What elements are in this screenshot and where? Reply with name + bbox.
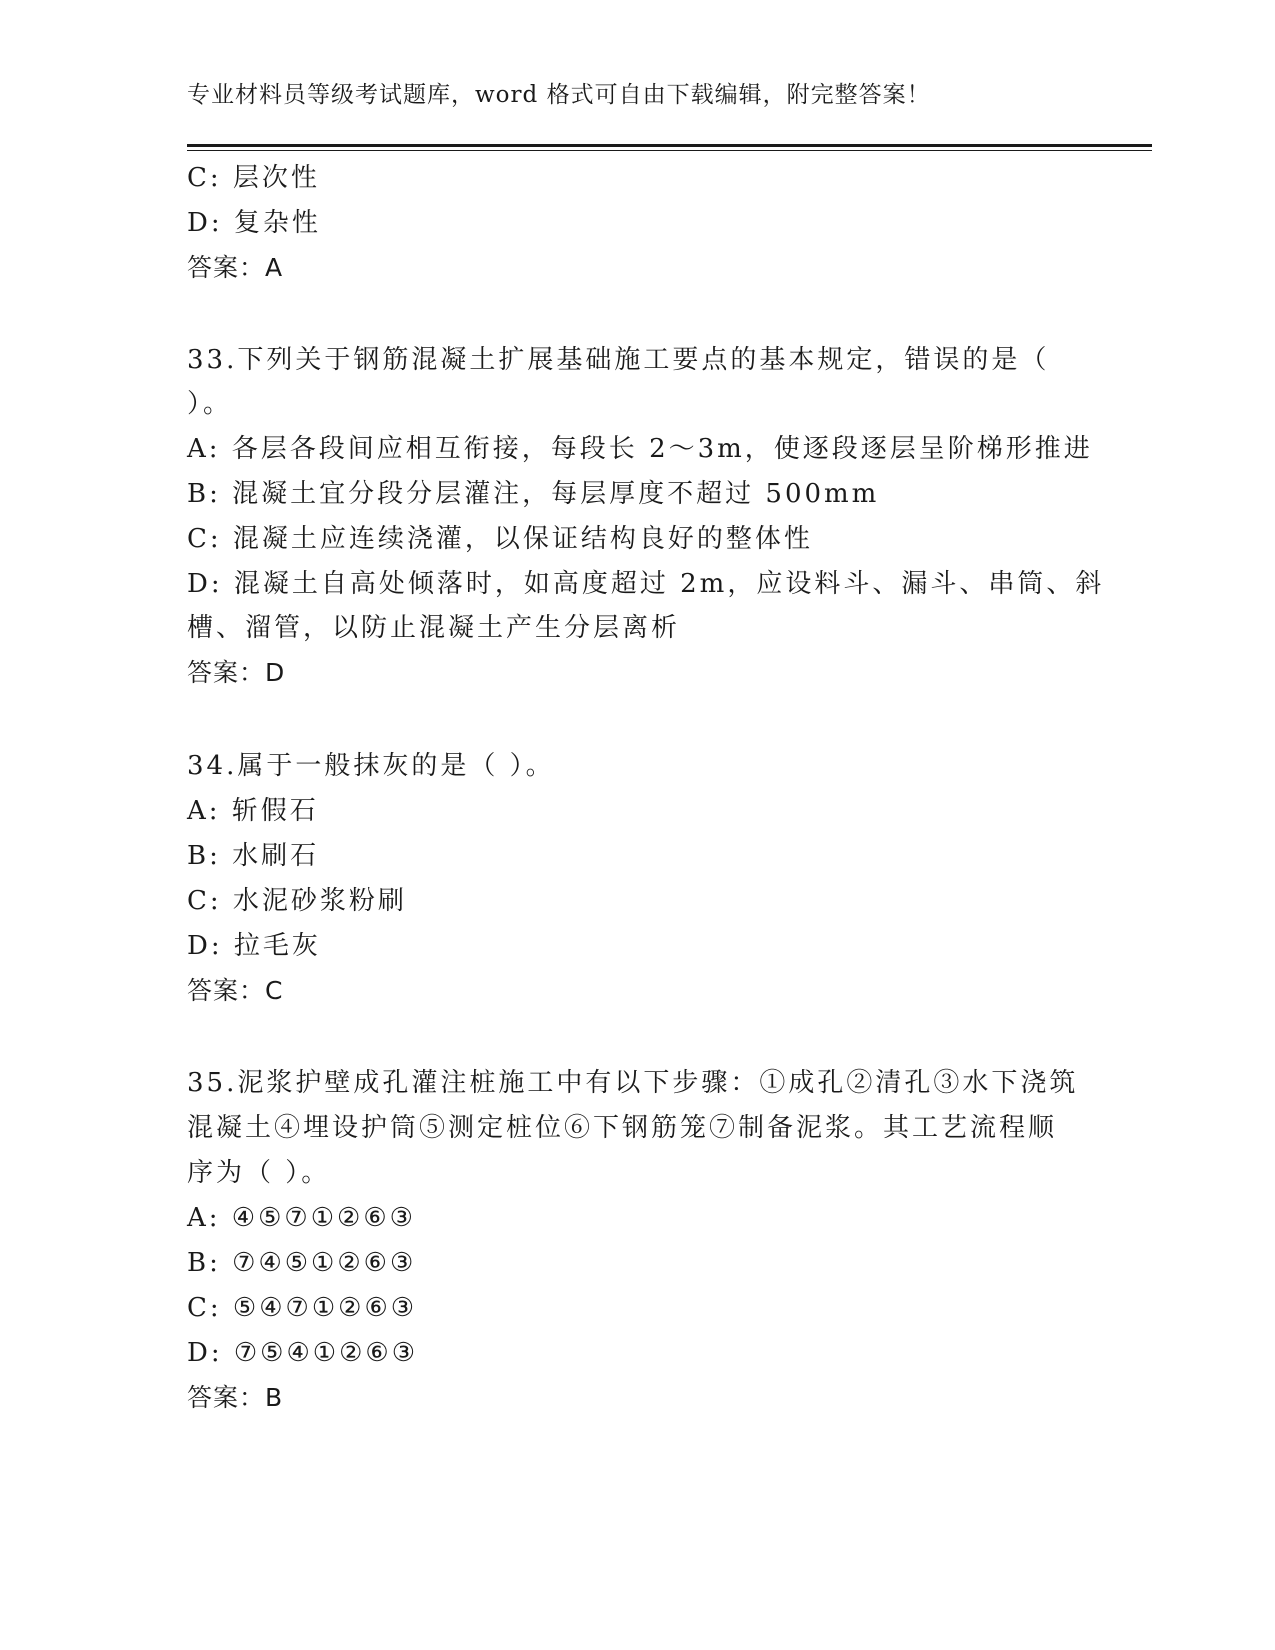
answer: 答案：D	[187, 658, 286, 687]
question-33: 33.下列关于钢筋混凝土扩展基础施工要点的基本规定，错误的是（	[187, 345, 1050, 375]
option-b: B: 混凝土宜分段分层灌注，每层厚度不超过 500mm	[187, 479, 880, 509]
question-35: 35.泥浆护壁成孔灌注桩施工中有以下步骤：①成孔②清孔③水下浇筑	[187, 1068, 1079, 1098]
option-d: D: ⑦⑤④①②⑥③	[187, 1338, 419, 1368]
option-d: D: 复杂性	[187, 208, 321, 238]
option-d: D: 拉毛灰	[187, 931, 321, 961]
header-rule-thin	[187, 150, 1152, 151]
answer: 答案：B	[187, 1383, 284, 1412]
option-c: C: 水泥砂浆粉刷	[187, 886, 407, 916]
option-b: B: ⑦④⑤①②⑥③	[187, 1248, 417, 1278]
option-c: C: 混凝土应连续浇灌，以保证结构良好的整体性	[187, 524, 813, 554]
option-c: C: ⑤④⑦①②⑥③	[187, 1293, 418, 1323]
question-33-cont: ）。	[187, 389, 233, 419]
option-a: A: 斩假石	[187, 796, 319, 826]
option-c: C: 层次性	[187, 163, 320, 193]
answer: 答案：A	[187, 253, 284, 282]
option-d: D: 混凝土自高处倾落时，如高度超过 2m，应设料斗、漏斗、串筒、斜	[187, 569, 1105, 599]
option-d-cont: 槽、溜管，以防止混凝土产生分层离析	[187, 613, 681, 643]
question-35-cont: 混凝土④埋设护筒⑤测定桩位⑥下钢筋笼⑦制备泥浆。其工艺流程顺	[187, 1113, 1058, 1143]
header-rule-thick	[187, 144, 1152, 147]
answer: 答案：C	[187, 976, 284, 1005]
option-a: A: ④⑤⑦①②⑥③	[187, 1203, 416, 1233]
page-header: 专业材料员等级考试题库，word 格式可自由下载编辑，附完整答案！	[187, 82, 931, 108]
question-34: 34.属于一般抹灰的是（ ）。	[187, 751, 555, 781]
option-a: A: 各层各段间应相互衔接，每段长 2～3m，使逐段逐层呈阶梯形推进	[187, 434, 1093, 464]
option-b: B: 水刷石	[187, 841, 320, 871]
question-35-cont: 序为（ ）。	[187, 1158, 331, 1188]
